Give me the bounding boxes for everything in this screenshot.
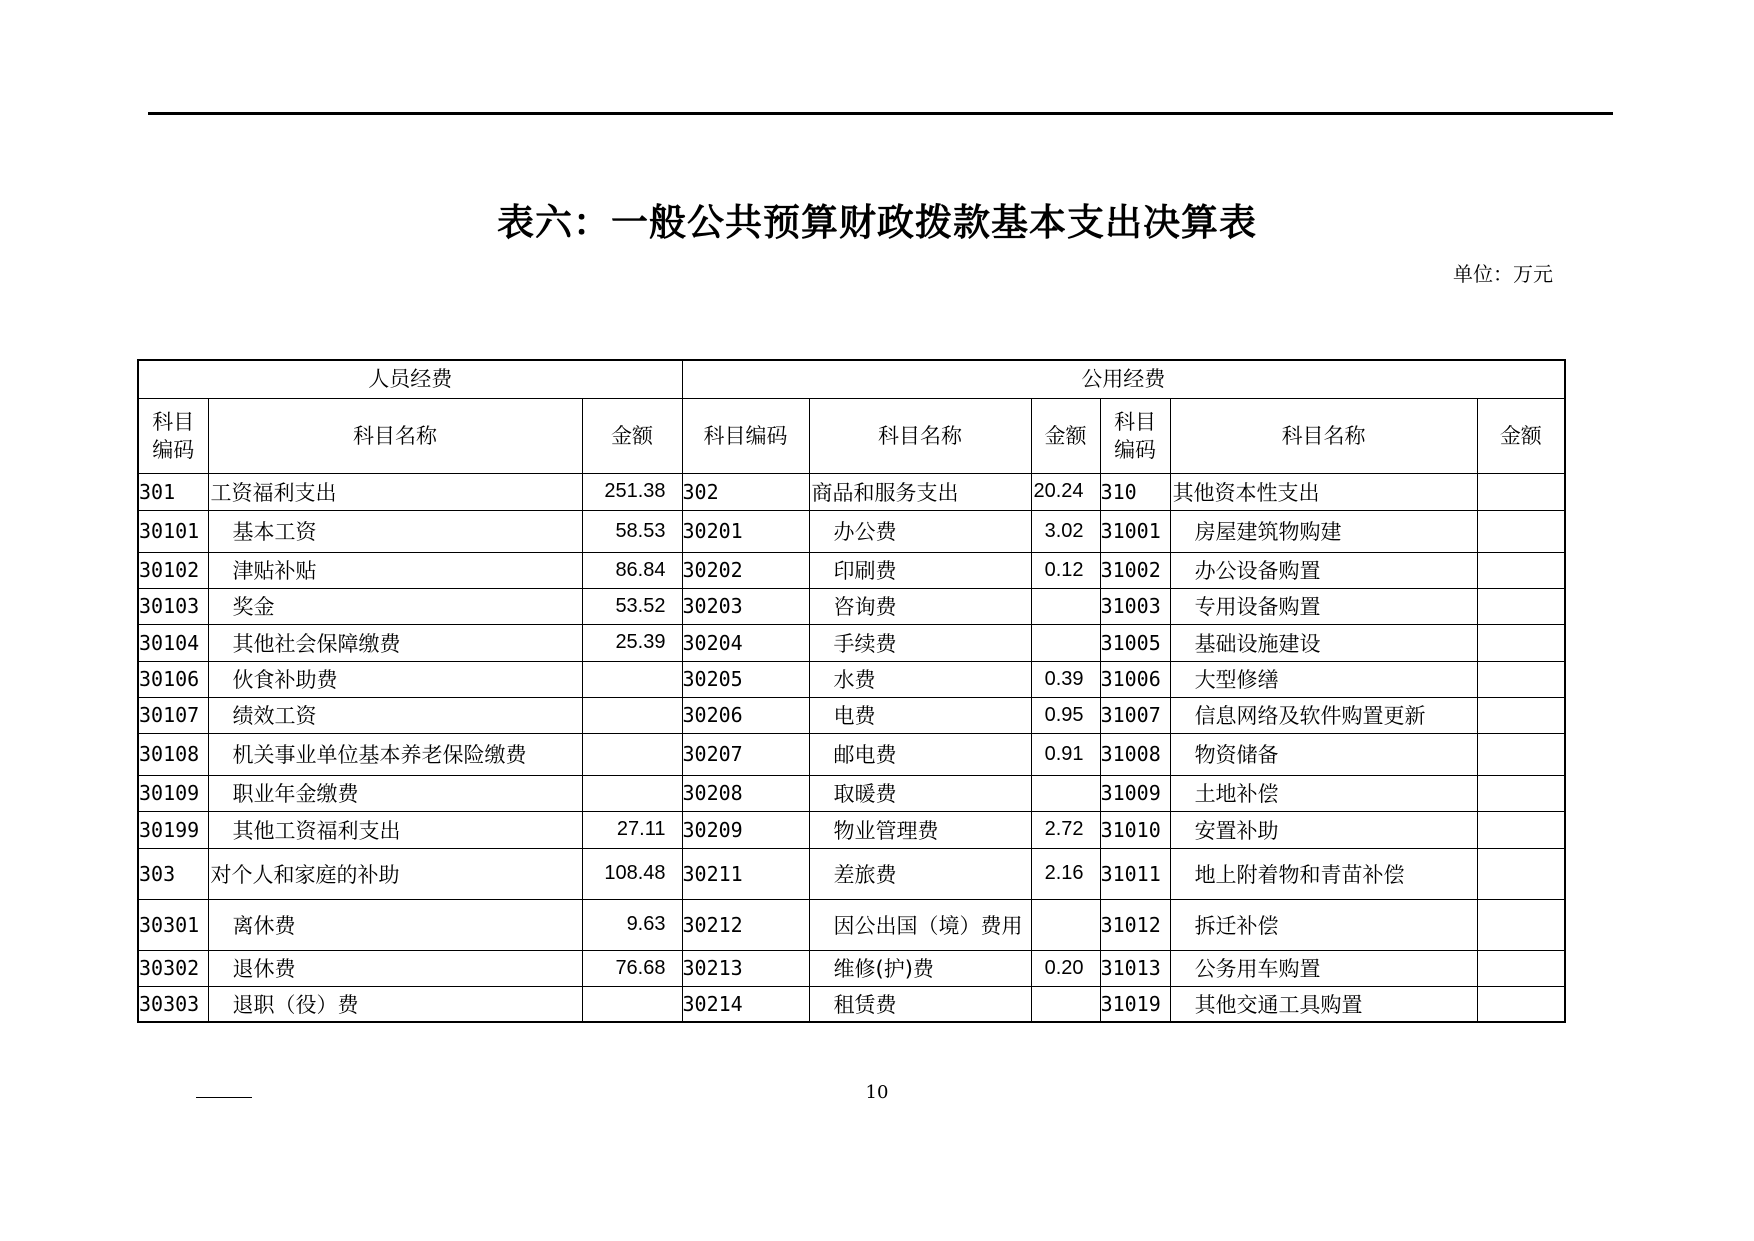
table-row (138, 848, 1565, 899)
capital-name-cell: 信息网络及软件购置更新 (1170, 697, 1477, 733)
personnel-code-cell: 30303 (138, 986, 208, 1022)
col-header-code (138, 398, 208, 473)
service-name-cell: 因公出国（境）费用 (809, 899, 1031, 950)
personnel-section-header: 人员经费 (138, 360, 682, 398)
capital-code-cell: 31013 (1100, 950, 1170, 986)
personnel-amount-cell: 53.52 (582, 588, 682, 624)
capital-code-cell: 31011 (1100, 848, 1170, 899)
personnel-name-cell: 退职（役）费 (208, 986, 582, 1022)
col-header-code: 科目编码 (682, 398, 809, 473)
capital-name-cell: 房屋建筑物购建 (1170, 510, 1477, 552)
capital-amount-cell (1477, 588, 1565, 624)
service-name-cell: 物业管理费 (809, 811, 1031, 848)
capital-amount-cell (1477, 848, 1565, 899)
service-code-cell: 30203 (682, 588, 809, 624)
col-header-name: 科目名称 (208, 398, 582, 473)
personnel-amount-cell (582, 697, 682, 733)
capital-amount-cell (1477, 473, 1565, 510)
capital-code-cell: 31006 (1100, 661, 1170, 697)
personnel-code-cell: 30109 (138, 775, 208, 811)
capital-name-cell: 专用设备购置 (1170, 588, 1477, 624)
budget-table (137, 359, 1566, 1023)
personnel-amount-cell: 9.63 (582, 899, 682, 950)
personnel-name-cell: 工资福利支出 (208, 473, 582, 510)
table-row (138, 899, 1565, 950)
service-code-cell: 30213 (682, 950, 809, 986)
service-amount-cell: 2.72 (1031, 811, 1100, 848)
table-row (138, 775, 1565, 811)
service-amount-cell: 0.91 (1031, 733, 1100, 775)
personnel-amount-cell: 25.39 (582, 624, 682, 661)
capital-amount-cell (1477, 950, 1565, 986)
table-row (138, 661, 1565, 697)
service-code-cell: 30206 (682, 697, 809, 733)
service-amount-cell (1031, 624, 1100, 661)
col-header-code-line2: 编码 (152, 437, 195, 462)
personnel-name-cell: 离休费 (208, 899, 582, 950)
service-name-cell: 租赁费 (809, 986, 1031, 1022)
col-header-name: 科目名称 (809, 398, 1031, 473)
service-name-cell: 电费 (809, 697, 1031, 733)
service-code-cell: 30204 (682, 624, 809, 661)
capital-amount-cell (1477, 552, 1565, 588)
capital-amount-cell (1477, 899, 1565, 950)
col-header-code-line2: 编码 (1114, 437, 1157, 462)
personnel-code-cell: 30301 (138, 899, 208, 950)
personnel-amount-cell: 76.68 (582, 950, 682, 986)
personnel-code-cell: 30102 (138, 552, 208, 588)
page-title: 表六：一般公共预算财政拨款基本支出决算表 (497, 200, 1257, 244)
service-amount-cell: 0.39 (1031, 661, 1100, 697)
capital-code-cell: 310 (1100, 473, 1170, 510)
public-section-header: 公用经费 (682, 360, 1565, 398)
table-row (138, 624, 1565, 661)
table-row (138, 473, 1565, 510)
personnel-name-cell: 津贴补贴 (208, 552, 582, 588)
capital-amount-cell (1477, 624, 1565, 661)
capital-code-cell: 31007 (1100, 697, 1170, 733)
personnel-name-cell: 奖金 (208, 588, 582, 624)
personnel-amount-cell: 86.84 (582, 552, 682, 588)
capital-name-cell: 地上附着物和青苗补偿 (1170, 848, 1477, 899)
capital-amount-cell (1477, 697, 1565, 733)
service-amount-cell: 0.95 (1031, 697, 1100, 733)
personnel-code-cell: 301 (138, 473, 208, 510)
personnel-name-cell: 绩效工资 (208, 697, 582, 733)
table-row (138, 986, 1565, 1022)
table-row (138, 588, 1565, 624)
capital-name-cell: 拆迁补偿 (1170, 899, 1477, 950)
personnel-code-cell: 303 (138, 848, 208, 899)
personnel-name-cell: 其他社会保障缴费 (208, 624, 582, 661)
capital-name-cell: 安置补助 (1170, 811, 1477, 848)
personnel-code-cell: 30108 (138, 733, 208, 775)
service-name-cell: 印刷费 (809, 552, 1031, 588)
personnel-code-cell: 30107 (138, 697, 208, 733)
capital-name-cell: 其他资本性支出 (1170, 473, 1477, 510)
service-amount-cell (1031, 986, 1100, 1022)
service-name-cell: 差旅费 (809, 848, 1031, 899)
table-body (138, 473, 1565, 1022)
personnel-code-cell: 30199 (138, 811, 208, 848)
service-amount-cell: 20.24 (1031, 473, 1100, 510)
col-header-code-line1: 科目 (1114, 409, 1157, 434)
table-row (138, 552, 1565, 588)
personnel-name-cell: 退休费 (208, 950, 582, 986)
capital-name-cell: 办公设备购置 (1170, 552, 1477, 588)
unit-label: 单位：万元 (1453, 262, 1553, 286)
capital-code-cell: 31005 (1100, 624, 1170, 661)
capital-code-cell: 31009 (1100, 775, 1170, 811)
capital-code-cell: 31008 (1100, 733, 1170, 775)
capital-amount-cell (1477, 661, 1565, 697)
service-amount-cell (1031, 588, 1100, 624)
personnel-name-cell: 对个人和家庭的补助 (208, 848, 582, 899)
personnel-amount-cell: 108.48 (582, 848, 682, 899)
personnel-amount-cell (582, 775, 682, 811)
service-amount-cell (1031, 899, 1100, 950)
service-code-cell: 30201 (682, 510, 809, 552)
personnel-code-cell: 30106 (138, 661, 208, 697)
service-amount-cell: 0.20 (1031, 950, 1100, 986)
service-name-cell: 商品和服务支出 (809, 473, 1031, 510)
table-row (138, 950, 1565, 986)
table-row (138, 697, 1565, 733)
personnel-name-cell: 机关事业单位基本养老保险缴费 (208, 733, 582, 775)
page-number: 10 (865, 1082, 889, 1103)
service-code-cell: 30202 (682, 552, 809, 588)
personnel-amount-cell (582, 733, 682, 775)
personnel-name-cell: 其他工资福利支出 (208, 811, 582, 848)
service-code-cell: 30214 (682, 986, 809, 1022)
service-code-cell: 30207 (682, 733, 809, 775)
service-amount-cell (1031, 775, 1100, 811)
col-header-code (1100, 398, 1170, 473)
service-amount-cell: 2.16 (1031, 848, 1100, 899)
capital-name-cell: 基础设施建设 (1170, 624, 1477, 661)
personnel-amount-cell (582, 661, 682, 697)
personnel-code-cell: 30101 (138, 510, 208, 552)
service-code-cell: 30211 (682, 848, 809, 899)
capital-amount-cell (1477, 775, 1565, 811)
capital-code-cell: 31010 (1100, 811, 1170, 848)
personnel-amount-cell: 58.53 (582, 510, 682, 552)
table-row (138, 510, 1565, 552)
personnel-code-cell: 30104 (138, 624, 208, 661)
personnel-amount-cell: 251.38 (582, 473, 682, 510)
capital-name-cell: 大型修缮 (1170, 661, 1477, 697)
capital-code-cell: 31012 (1100, 899, 1170, 950)
personnel-amount-cell (582, 986, 682, 1022)
personnel-name-cell: 基本工资 (208, 510, 582, 552)
table-row (138, 733, 1565, 775)
capital-code-cell: 31002 (1100, 552, 1170, 588)
table-row (138, 811, 1565, 848)
capital-code-cell: 31001 (1100, 510, 1170, 552)
service-code-cell: 30208 (682, 775, 809, 811)
service-name-cell: 水费 (809, 661, 1031, 697)
service-name-cell: 维修(护)费 (809, 950, 1031, 986)
personnel-code-cell: 30103 (138, 588, 208, 624)
capital-name-cell: 物资储备 (1170, 733, 1477, 775)
service-name-cell: 办公费 (809, 510, 1031, 552)
service-name-cell: 邮电费 (809, 733, 1031, 775)
personnel-name-cell: 伙食补助费 (208, 661, 582, 697)
col-header-code-line1: 科目 (152, 409, 195, 434)
col-header-amount: 金额 (1031, 398, 1100, 473)
budget-table-wrapper (137, 359, 1566, 1023)
col-header-name: 科目名称 (1170, 398, 1477, 473)
col-header-amount: 金额 (582, 398, 682, 473)
service-name-cell: 手续费 (809, 624, 1031, 661)
capital-code-cell: 31019 (1100, 986, 1170, 1022)
capital-code-cell: 31003 (1100, 588, 1170, 624)
service-code-cell: 30205 (682, 661, 809, 697)
personnel-name-cell: 职业年金缴费 (208, 775, 582, 811)
service-name-cell: 咨询费 (809, 588, 1031, 624)
capital-amount-cell (1477, 986, 1565, 1022)
header-rule (148, 112, 1613, 115)
service-code-cell: 30212 (682, 899, 809, 950)
service-amount-cell: 0.12 (1031, 552, 1100, 588)
service-amount-cell: 3.02 (1031, 510, 1100, 552)
service-name-cell: 取暖费 (809, 775, 1031, 811)
personnel-code-cell: 30302 (138, 950, 208, 986)
col-header-amount: 金额 (1477, 398, 1565, 473)
service-code-cell: 30209 (682, 811, 809, 848)
capital-amount-cell (1477, 811, 1565, 848)
capital-name-cell: 土地补偿 (1170, 775, 1477, 811)
capital-name-cell: 公务用车购置 (1170, 950, 1477, 986)
capital-amount-cell (1477, 733, 1565, 775)
capital-amount-cell (1477, 510, 1565, 552)
service-code-cell: 302 (682, 473, 809, 510)
personnel-amount-cell: 27.11 (582, 811, 682, 848)
capital-name-cell: 其他交通工具购置 (1170, 986, 1477, 1022)
